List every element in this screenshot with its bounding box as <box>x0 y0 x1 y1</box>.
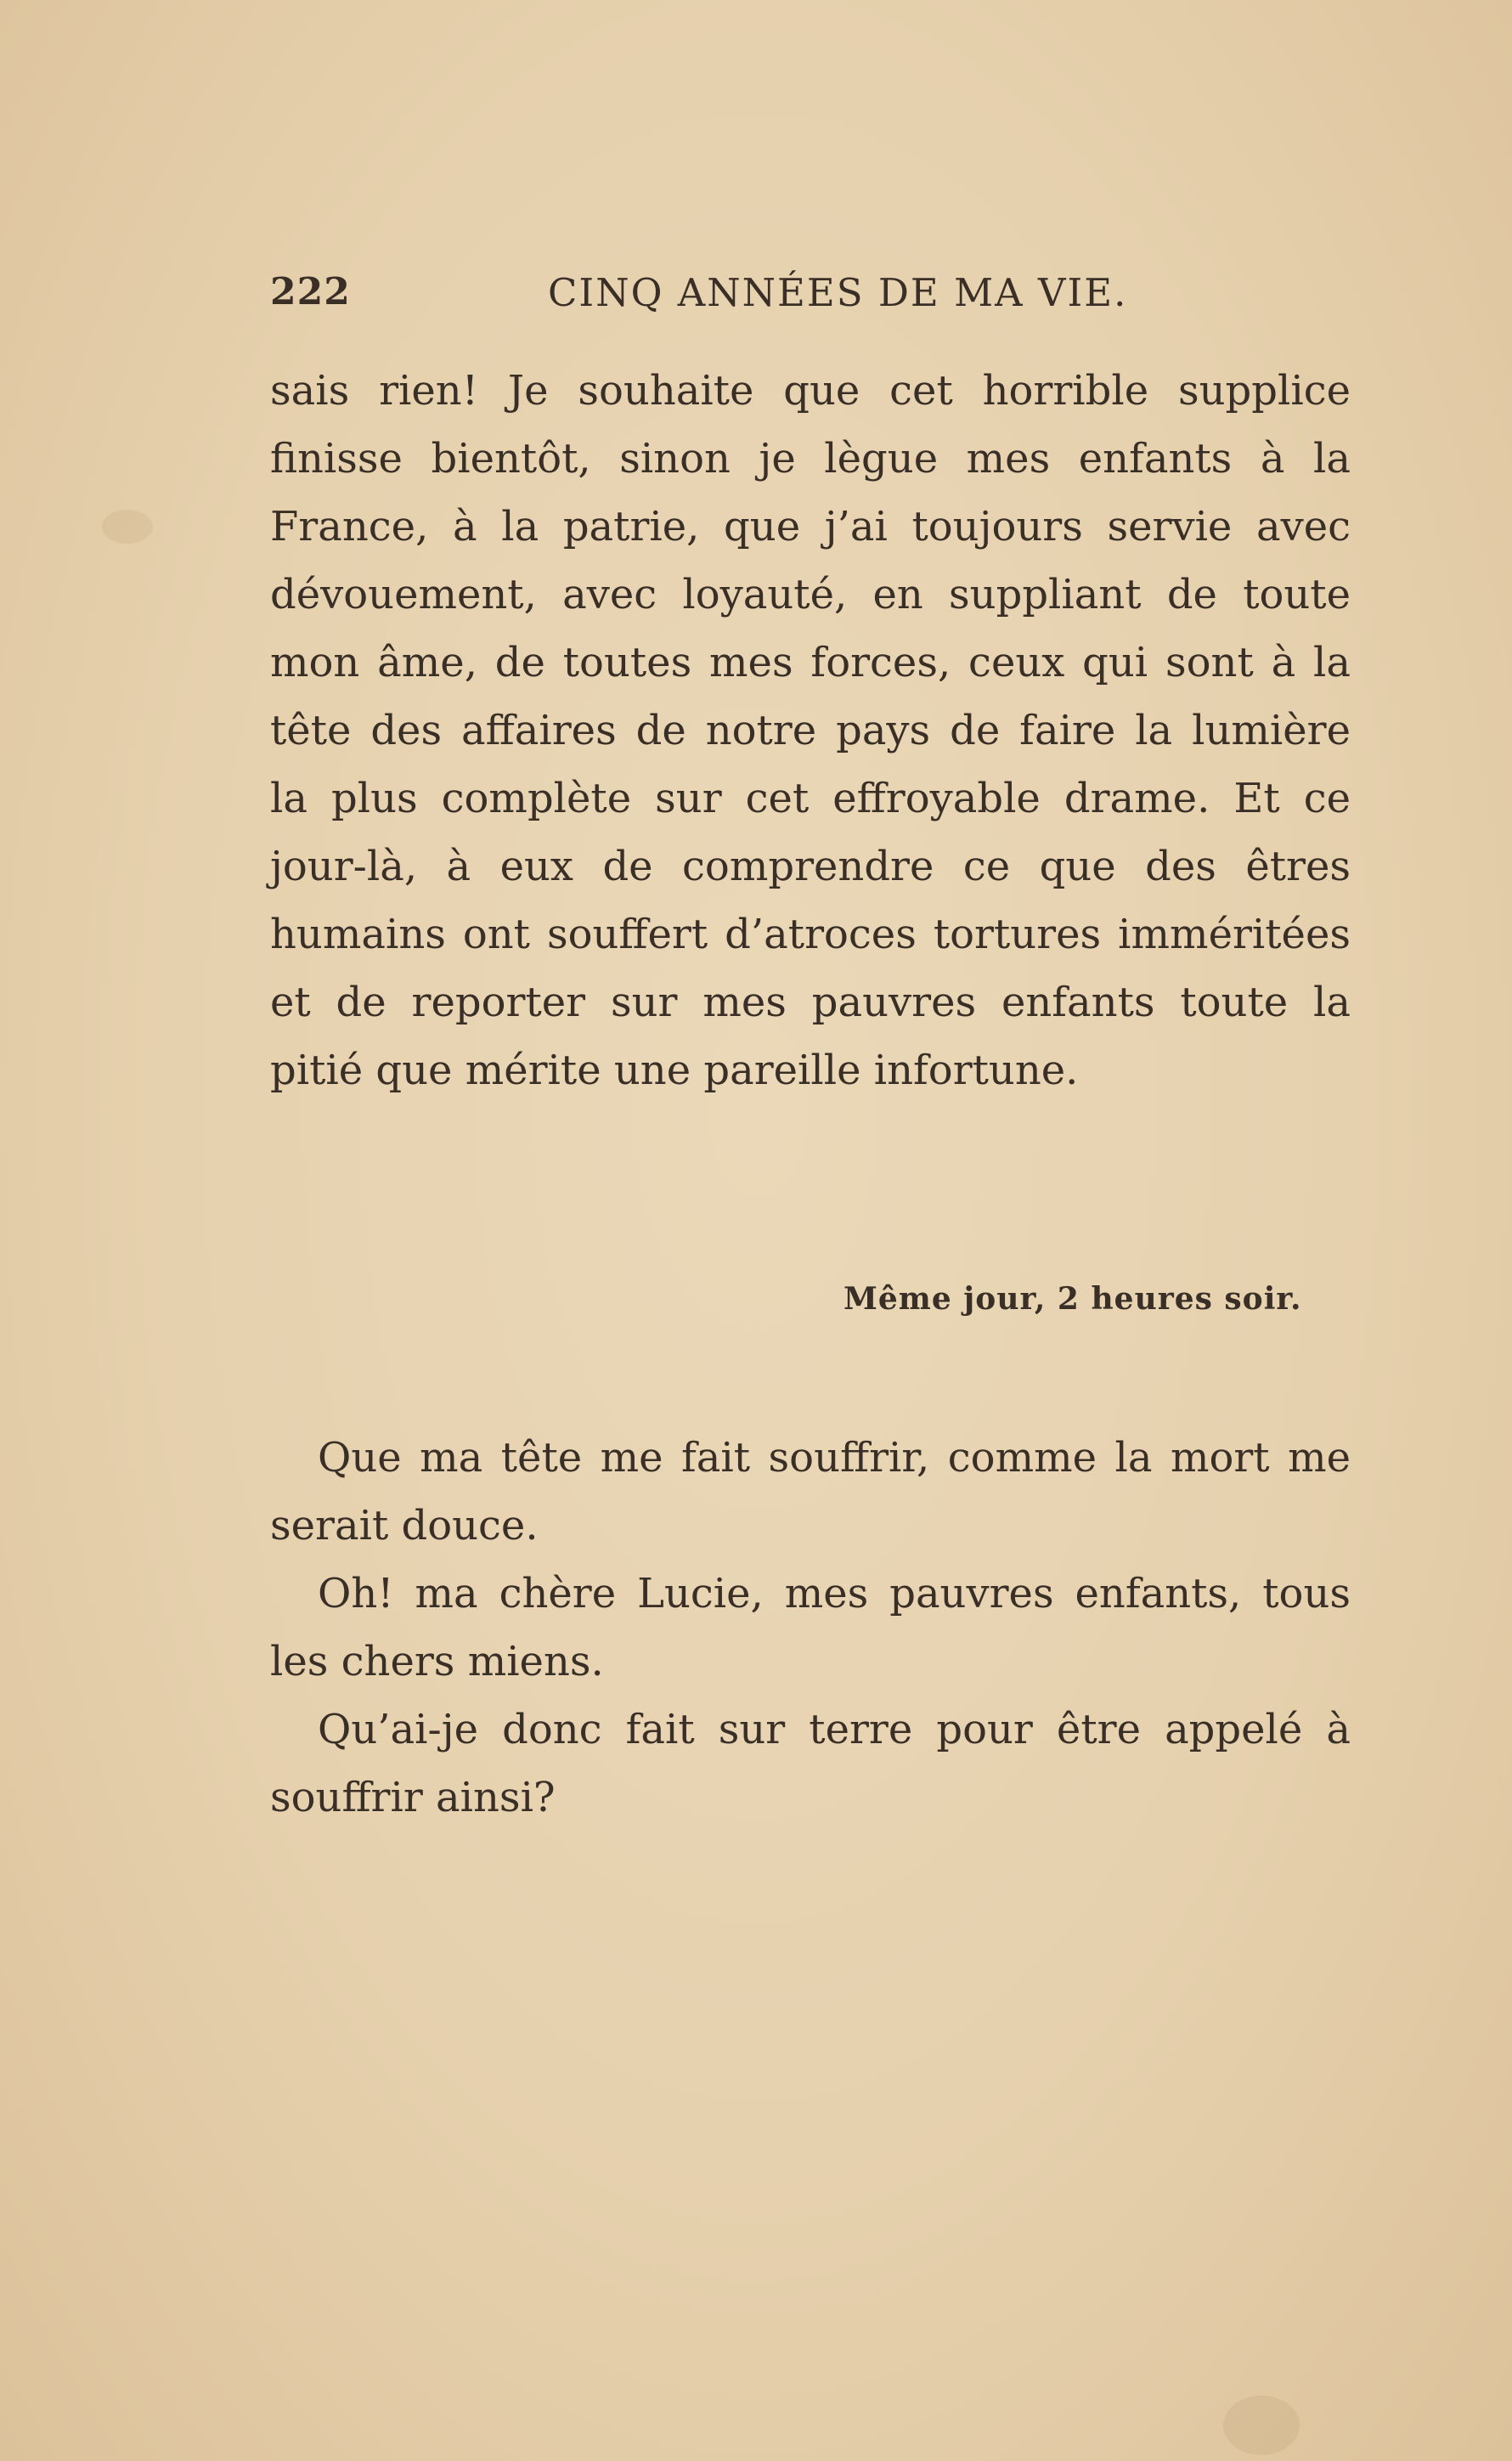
text-line: jour-là, à eux de comprendre ce que des êtres <box>270 843 1351 890</box>
dateline: Même jour, 2 heures soir. <box>843 1281 1302 1317</box>
text-line: et de reporter sur mes pauvres enfants toute la <box>270 979 1351 1026</box>
section-2 <box>270 1424 1351 1832</box>
paper-stain <box>1223 2396 1300 2455</box>
text-line: serait douce. <box>270 1502 539 1549</box>
page-header <box>270 270 1351 321</box>
page-number: 222 <box>270 270 351 313</box>
running-title: CINQ ANNÉES DE MA VIE. <box>548 270 1128 315</box>
text-line: mon âme, de toutes mes forces, ceux qui sont à la <box>270 639 1351 686</box>
text-line: pitié que mérite une pareille infortune. <box>270 1047 1079 1094</box>
text-line: sais rien! Je souhaite que cet horrible supplice <box>270 367 1351 415</box>
text-line: Oh! ma chère Lucie, mes pauvres enfants, tous <box>318 1570 1351 1617</box>
text-line: dévouement, avec loyauté, en suppliant de toute <box>270 571 1351 618</box>
text-line: tête des affaires de notre pays de faire la lumière <box>270 707 1351 754</box>
text-line: souffrir ainsi? <box>270 1774 556 1821</box>
text-line: la plus complète sur cet effroyable drame. Et ce <box>270 775 1351 822</box>
text-line: France, à la patrie, que j’ai toujours servie avec <box>270 503 1351 550</box>
text-line: les chers miens. <box>270 1638 604 1685</box>
text-line: humains ont souffert d’atroces tortures imméritées <box>270 911 1351 958</box>
paragraph-1 <box>270 357 1351 1104</box>
text-line: finisse bientôt, sinon je lègue mes enfants à la <box>270 435 1351 483</box>
paper-stain <box>102 510 153 544</box>
text-line: Que ma tête me fait souffrir, comme la mort me <box>318 1434 1351 1482</box>
text-line: Qu’ai-je donc fait sur terre pour être appelé à <box>318 1706 1351 1753</box>
